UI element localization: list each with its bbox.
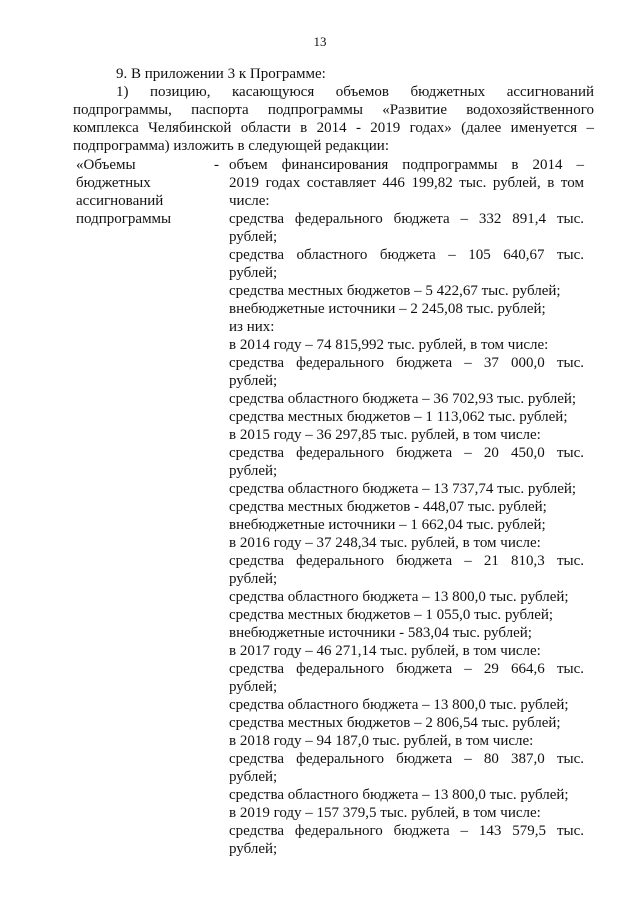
intro-line: комплекса Челябинской области в 2014 - 2019 годах» (далее именуется – xyxy=(73,120,594,136)
funding-line: 2019 годах составляет 446 199,82 тыс. рублей, в том xyxy=(229,175,584,191)
funding-line: рублей; xyxy=(229,229,278,245)
funding-line: из них: xyxy=(229,319,275,335)
funding-line: средства федерального бюджета – 21 810,3 тыс. xyxy=(229,553,584,569)
label-line: «Объемы xyxy=(76,157,136,173)
funding-line: средства федерального бюджета – 143 579,5 тыс. xyxy=(229,823,584,839)
position-label xyxy=(76,156,206,228)
funding-line: средства федерального бюджета – 37 000,0 тыс. xyxy=(229,355,584,371)
funding-line: средства областного бюджета – 105 640,67 тыс. xyxy=(229,247,584,263)
funding-line: рублей; xyxy=(229,373,278,389)
page-number: 13 xyxy=(313,34,327,49)
funding-line: внебюджетные источники – 1 662,04 тыс. рублей; xyxy=(229,517,546,533)
funding-line: средства областного бюджета – 13 800,0 тыс. рублей; xyxy=(229,787,569,803)
funding-line: средства федерального бюджета – 332 891,4 тыс. xyxy=(229,211,584,227)
dash-separator: - xyxy=(214,157,219,173)
intro-line: подпрограмма) изложить в следующей редакции: xyxy=(73,138,389,154)
funding-line: рублей; xyxy=(229,769,278,785)
funding-line: в 2016 году – 37 248,34 тыс. рублей, в том числе: xyxy=(229,535,541,551)
funding-line: средства местных бюджетов – 1 113,062 тыс. рублей; xyxy=(229,409,568,425)
intro-line: 1) позицию, касающуюся объемов бюджетных ассигнований xyxy=(116,84,594,100)
funding-line: средства федерального бюджета – 29 664,6 тыс. xyxy=(229,661,584,677)
funding-line: средства местных бюджетов - 448,07 тыс. рублей; xyxy=(229,499,547,515)
funding-line: в 2017 году – 46 271,14 тыс. рублей, в том числе: xyxy=(229,643,541,659)
intro-line: подпрограммы, паспорта подпрограммы «Развитие водохозяйственного xyxy=(73,102,594,118)
funding-line: средства местных бюджетов – 2 806,54 тыс. рублей; xyxy=(229,715,561,731)
funding-line: внебюджетные источники - 583,04 тыс. рублей; xyxy=(229,625,532,641)
funding-line: средства местных бюджетов – 1 055,0 тыс. рублей; xyxy=(229,607,554,623)
funding-line: рублей; xyxy=(229,679,278,695)
funding-line: средства областного бюджета – 36 702,93 тыс. рублей; xyxy=(229,391,577,407)
funding-line: средства областного бюджета – 13 800,0 тыс. рублей; xyxy=(229,697,569,713)
funding-line: объем финансирования подпрограммы в 2014 – xyxy=(229,157,584,173)
funding-line: внебюджетные источники – 2 245,08 тыс. рублей; xyxy=(229,301,546,317)
funding-line: средства федерального бюджета – 20 450,0 тыс. xyxy=(229,445,584,461)
funding-line: в 2019 году – 157 379,5 тыс. рублей, в том числе: xyxy=(229,805,541,821)
funding-line: средства областного бюджета – 13 800,0 тыс. рублей; xyxy=(229,589,569,605)
funding-line: средства областного бюджета – 13 737,74 тыс. рублей; xyxy=(229,481,577,497)
label-line: бюджетных xyxy=(76,175,151,191)
funding-line: рублей; xyxy=(229,463,278,479)
section-heading: 9. В приложении 3 к Программе: xyxy=(116,66,326,82)
funding-line: в 2018 году – 94 187,0 тыс. рублей, в том числе: xyxy=(229,733,534,749)
funding-text xyxy=(229,156,584,858)
funding-line: в 2014 году – 74 815,992 тыс. рублей, в том числе: xyxy=(229,337,549,353)
funding-line: средства федерального бюджета – 80 387,0 тыс. xyxy=(229,751,584,767)
funding-line: средства местных бюджетов – 5 422,67 тыс. рублей; xyxy=(229,283,561,299)
label-line: подпрограммы xyxy=(76,211,172,227)
funding-line: в 2015 году – 36 297,85 тыс. рублей, в том числе: xyxy=(229,427,541,443)
intro-paragraph xyxy=(73,83,594,155)
funding-line: рублей; xyxy=(229,571,278,587)
funding-line: рублей; xyxy=(229,265,278,281)
label-line: ассигнований xyxy=(76,193,164,209)
funding-line: числе: xyxy=(229,193,270,209)
funding-line: рублей; xyxy=(229,841,278,857)
